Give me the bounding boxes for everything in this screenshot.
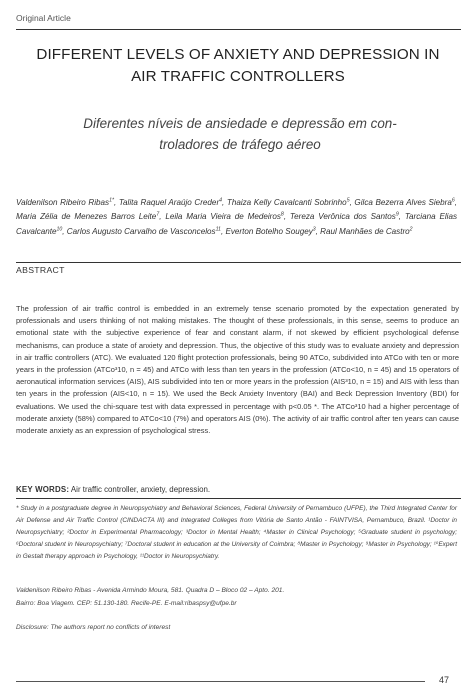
author-affiliation-mark: 9	[395, 211, 399, 218]
title-line-1: DIFFERENT LEVELS OF ANXIETY AND DEPRESSION IN	[36, 46, 440, 63]
author-name: Carlos Augusto Carvalho de Vasconcelos	[66, 226, 216, 236]
footer-divider	[16, 681, 425, 682]
author: Leila Maria Vieira de Medeiros$^8$,	[165, 211, 290, 222]
author-affiliation-mark: 1*	[109, 197, 114, 204]
section-label: Original Article	[16, 13, 71, 23]
keywords-label: KEY WORDS:	[16, 485, 70, 494]
author-name: Tereza Verônica dos Santos	[289, 212, 396, 222]
author	[320, 227, 412, 236]
author-name: Tarciana Elias Cavalcante	[16, 212, 457, 236]
author: Carlos Augusto Carvalho de Vasconcelos$^{11}$,	[66, 226, 226, 236]
correspondence-address: Valdenilson Ribeiro Ribas - Avenida Armindo Moura, 581. Quadra D – Bloco 02 – Apto. 201.	[16, 587, 285, 594]
subtitle-line-1: Diferentes níveis de ansiedade e depressão em con-	[83, 116, 397, 131]
keywords	[16, 485, 210, 494]
keywords-divider	[16, 498, 461, 499]
author-name: Gilca Bezerra Alves Siebra	[354, 198, 452, 207]
author-name: Leila Maria Vieira de Medeiros	[165, 212, 281, 222]
author: Everton Botelho Sougey$^3$,	[225, 226, 321, 236]
header-divider	[16, 29, 461, 30]
author: Thaiza Kelly Cavalcanti Sobrinho$^5$,	[226, 197, 355, 207]
author: Tarciana Elias Cavalcante$^{10}$,	[16, 212, 457, 236]
title-line-2: AIR TRAFFIC CONTROLLERS	[131, 68, 345, 85]
author-affiliation-mark: 8	[280, 211, 284, 218]
author-affiliation-mark: 11	[215, 226, 221, 233]
article-subtitle	[34, 113, 446, 155]
page-number: 47	[439, 675, 450, 685]
author: Maria Zélia de Menezes Barros Leite$^7$,	[16, 211, 166, 222]
disclosure-statement: Disclosure: The authors report no conflicts of interest	[16, 624, 171, 631]
correspondence-contact: Bairro: Boa Viagem. CEP: 51.130-180. Recife-PE. E-mail:ribaspsy@ufpe.br	[16, 600, 237, 607]
author-affiliation-mark: 7	[156, 211, 160, 218]
affiliations-footnote: * Study in a postgraduate degree in Neuropsychiatry and Behavioral Sciences, Federal University of Pernambuco (UFPE), the Third Integrated Center for Air Defense and Air Traffic Control (CINDACTA III) and Integrated Colleges from Vitória de Santo Antão - FAINTVISA, Pernambuco, Brazil. ¹Doctor in Neuropsychiatry; ²Doctor in Experimental Pharmacology; ³Doctor in Mental Health; ⁴Master in Clinical Psychology; ⁵Graduate student in psychology; ⁶Doctoral student in Neuropsychiatry; ⁷Doctoral student in education at the University of Coimbra; ⁸Master in Psychology; ⁹Master in Psychology; ¹⁰Expert in Gestalt therapy approach in Psychology, ¹¹Doctor in Neuropsychiatry.	[16, 505, 457, 561]
author-affiliation-mark: 10	[56, 226, 63, 233]
author-name: Valdenilson Ribeiro Ribas	[16, 198, 110, 207]
author: Tereza Verônica dos Santos$^9$,	[289, 211, 405, 222]
author: Gilca Bezerra Alves Siebra$^6$,	[354, 197, 458, 207]
author-list	[16, 196, 457, 239]
author-affiliation-mark: 3	[312, 226, 316, 233]
author-affiliation-mark: 6	[451, 197, 455, 204]
author-name: Everton Botelho Sougey	[225, 226, 313, 236]
author-affiliation-mark: 2	[409, 226, 413, 233]
author-name: Maria Zélia de Menezes Barros Leite	[16, 212, 157, 222]
author-affiliation-mark: 5	[346, 197, 350, 204]
author: Talita Raquel Araújo Creder$^4$,	[118, 197, 227, 207]
subtitle-line-2: troladores de tráfego aéreo	[159, 137, 321, 152]
author-name: Talita Raquel Araújo Creder	[118, 198, 220, 207]
article-title	[22, 44, 454, 88]
abstract-text: The profession of air traffic control is embedded in an extremely tense scenario promoted by the expectation generated by professionals and users thinking of not making mistakes. The thought of these professionals, in this sense, seems to produce an emotional state with the subjective experience of fear and constant alarm, if not skewed by efficient psychological defense mechanisms, can produce a state of anxiety and depression. Thus, the objective of this study was to evaluate anxiety and depression in air traffic controllers (ATC). We evaluated 120 flight protection professionals, being 90 ATCo, subdivided into ATCo with ten or more years in the profession (ATCo³10, n = 45) and ATCo with less than ten years in the profession (ATCo<10, n = 45) and 15 operators of aeronautical information services (AIS), AIS subdivided into ten or more years in the profession (AIS³10, n = 15) and AIS with less than ten years in the profession (AIS<10, n = 15). We used the Beck Anxiety Inventory (BAI) and Beck Depression Inventory (BDI) for evaluations. We used the chi-square test with data expressed in percentage with p<0.05 *. The ATCo³10 had a higher percentage of moderate anxiety (58%) compared to ATCo<10 (7%) and operators AIS (0%). The activity of air traffic control after ten years can cause moderate anxiety as an expression of psychological stress.	[16, 304, 459, 436]
author: Valdenilson Ribeiro Ribas$^{1*}$,	[16, 197, 119, 207]
abstract-divider	[16, 262, 461, 263]
author-affiliation-mark: 4	[219, 197, 223, 204]
author-name: Thaiza Kelly Cavalcanti Sobrinho	[226, 198, 347, 207]
keywords-list: Air traffic controller, anxiety, depression.	[70, 485, 211, 494]
author-name: Raul Manhães de Castro	[320, 226, 410, 236]
abstract-heading: ABSTRACT	[16, 265, 65, 275]
